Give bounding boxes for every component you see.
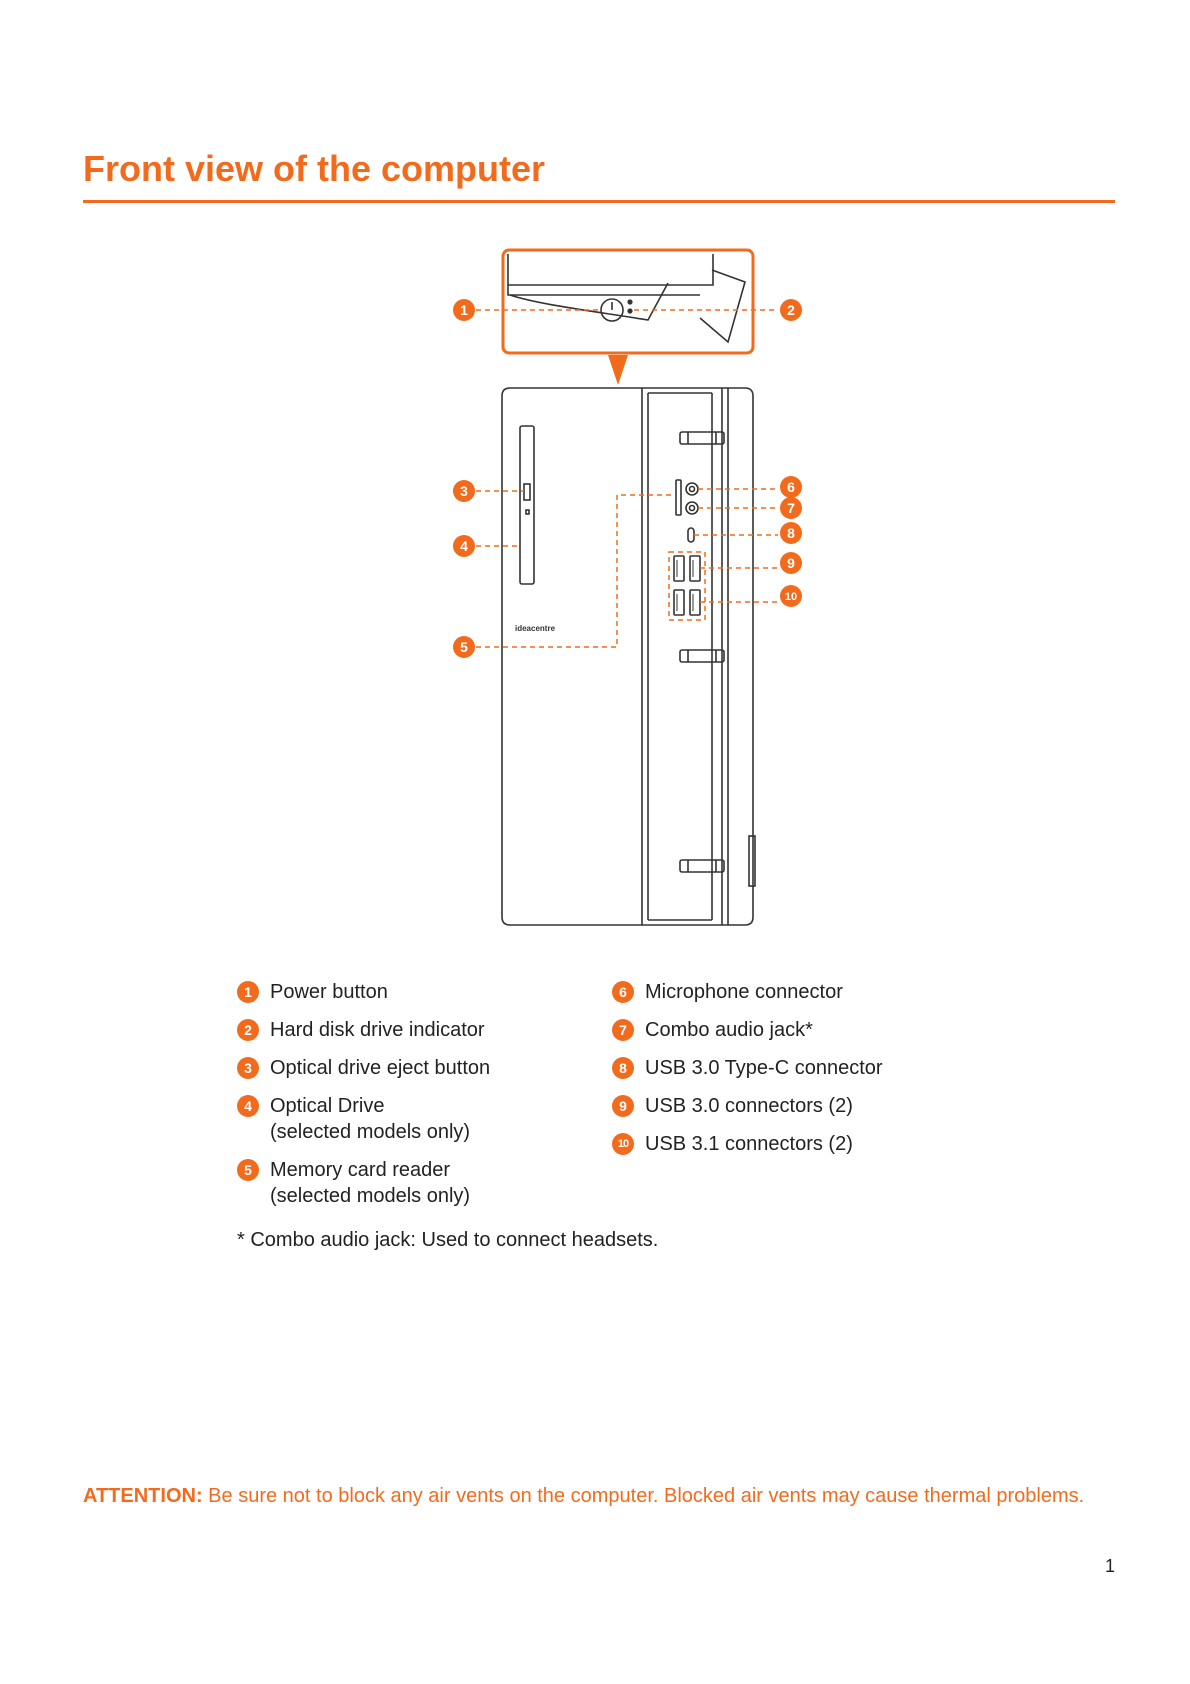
legend-sublabel: (selected models only) <box>270 1121 471 1143</box>
svg-text:3: 3 <box>460 483 468 499</box>
legend-label: Microphone connector <box>645 981 843 1003</box>
legend-item <box>612 979 883 1005</box>
svg-text:6: 6 <box>787 479 795 495</box>
legend-label: Combo audio jack* <box>645 1019 813 1041</box>
legend-item <box>237 1157 490 1209</box>
attention-note <box>83 1480 1113 1512</box>
legend-label: Hard disk drive indicator <box>270 1019 485 1041</box>
legend-number: 6 <box>612 981 634 1003</box>
page-title: Front view of the computer <box>83 148 546 189</box>
legend-number: 8 <box>612 1057 634 1079</box>
legend-left <box>237 979 490 1221</box>
legend-item <box>612 1131 883 1157</box>
svg-text:7: 7 <box>787 500 795 516</box>
legend-item <box>237 979 490 1005</box>
legend-item <box>237 1017 490 1043</box>
svg-text:4: 4 <box>460 538 468 554</box>
attention-label: ATTENTION: <box>83 1485 203 1507</box>
legend-label: Power button <box>270 981 388 1003</box>
legend-label: Memory card reader <box>270 1159 451 1181</box>
footnote: * Combo audio jack: Used to connect headsets. <box>237 1229 659 1251</box>
legend-item <box>612 1093 883 1119</box>
legend-label: Optical Drive <box>270 1095 385 1117</box>
legend-item <box>237 1093 490 1145</box>
legend-label: Optical drive eject button <box>270 1057 491 1079</box>
legend-item <box>237 1055 490 1081</box>
legend-number: 2 <box>237 1019 259 1041</box>
svg-text:10: 10 <box>784 591 798 603</box>
usb-3-0-port-icon <box>674 556 684 581</box>
legend-number: 5 <box>237 1159 259 1181</box>
usb-3-0-port-icon <box>690 556 700 581</box>
svg-text:1: 1 <box>460 302 468 318</box>
usb-3-1-port-icon <box>674 590 684 615</box>
svg-text:5: 5 <box>460 639 468 655</box>
legend-number: 4 <box>237 1095 259 1117</box>
legend-number: 10 <box>612 1133 634 1155</box>
legend-label: USB 3.0 connectors (2) <box>645 1095 853 1117</box>
legend-label: USB 3.1 connectors (2) <box>645 1133 853 1155</box>
svg-text:8: 8 <box>787 525 795 541</box>
page-number: 1 <box>1104 1556 1115 1576</box>
legend-number: 1 <box>237 981 259 1003</box>
legend-number: 3 <box>237 1057 259 1079</box>
legend-number: 9 <box>612 1095 634 1117</box>
microphone-jack-icon <box>686 483 698 495</box>
brand-label: ideacentre <box>515 624 556 633</box>
attention-text: Be sure not to block any air vents on the computer. Blocked air vents may cause thermal problems. <box>208 1485 1085 1507</box>
usb-3-1-port-icon <box>690 590 700 615</box>
legend-number: 7 <box>612 1019 634 1041</box>
card-reader-icon <box>676 480 681 515</box>
legend-label: USB 3.0 Type-C connector <box>645 1057 883 1079</box>
legend-right <box>612 979 883 1169</box>
legend-item <box>612 1055 883 1081</box>
legend-sublabel: (selected models only) <box>270 1185 471 1207</box>
svg-text:2: 2 <box>787 302 795 318</box>
eject-button-icon <box>524 484 530 500</box>
audio-jack-icon <box>686 502 698 514</box>
svg-text:9: 9 <box>787 555 795 571</box>
legend-item <box>612 1017 883 1043</box>
usb-c-icon <box>688 528 694 542</box>
